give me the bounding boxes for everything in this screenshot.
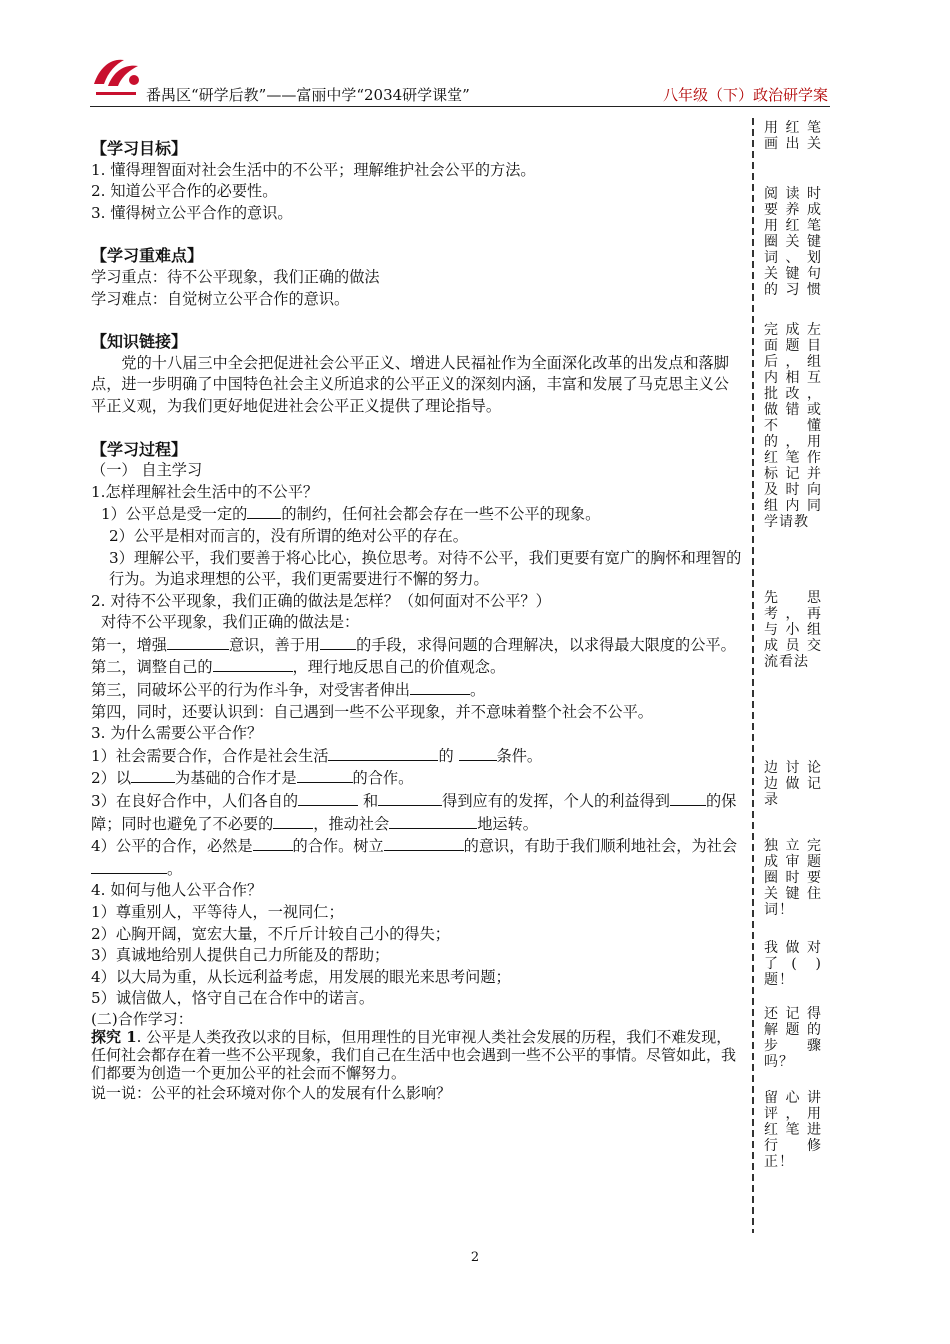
q4-item: 3）真诚地给别人提供自己力所能及的帮助； xyxy=(91,946,390,965)
discussion-prompt: 说一说：公平的社会环境对你个人的发展有什么影响？ xyxy=(91,1083,452,1102)
question-3-title: 3. 为什么需要公平合作？ xyxy=(91,724,263,743)
main-content xyxy=(91,138,743,1102)
side-note: 还记得解题的步骤吗？ xyxy=(764,1006,822,1070)
q1-answer-3: 3）理解公平，我们要善于将心比心，换位思考。对待不公平，我们更要有宽广的胸怀和理智的行为。为追求理想的公平，我们更需要进行不懈的努力。 xyxy=(109,548,742,589)
q3-answer-4: 4）公平的合作，必然是 的合作。树立 的意识，有助于我们顺利地社会，为社会。 xyxy=(91,837,738,878)
fill-blank[interactable] xyxy=(670,790,706,806)
self-study-heading: （一） 自主学习 xyxy=(91,461,203,480)
fill-blank[interactable] xyxy=(328,745,438,761)
fill-blank[interactable] xyxy=(384,835,464,851)
fill-blank[interactable] xyxy=(213,656,293,672)
q3-answer-3: 3）在良好合作中，人们各自的 和 得到应有的发挥，个人的利益得到 的保障；同时也避免了不必要的 ，推动社会 地运转。 xyxy=(91,792,737,833)
q1-answer-2: 2）公平是相对而言的，没有所谓的绝对公平的存在。 xyxy=(109,526,468,545)
keypoint-focus: 学习重点：待不公平现象，我们正确的做法 xyxy=(91,267,380,286)
question-2-title: 2. 对待不公平现象，我们正确的做法是怎样？（如何面对不公平？） xyxy=(91,591,551,610)
goal-item: 1. 懂得理智面对社会生活中的不公平；理解维护社会公平的方法。 xyxy=(91,160,536,179)
side-note: 先思考，再与小组成员交流看法 xyxy=(764,590,822,670)
question-1-title: 1.怎样理解社会生活中的不公平？ xyxy=(91,482,319,501)
fill-blank[interactable] xyxy=(253,835,293,851)
cooperative-study-heading: (二)合作学习： xyxy=(91,1009,193,1028)
goal-item: 2. 知道公平合作的必要性。 xyxy=(91,182,278,201)
fill-blank[interactable] xyxy=(320,634,356,650)
q4-item: 2）心胸开阔，宽宏大量，不斤斤计较自己小的得失； xyxy=(91,924,450,943)
fill-blank[interactable] xyxy=(91,858,167,874)
side-note: 阅读时要养成用红笔圈关键词、划关键句的习惯 xyxy=(764,186,822,298)
q2-step-4: 第四，同时，还要认识到：自己遇到一些不公平现象，并不意味着整个社会不公平。 xyxy=(91,702,653,721)
q3-answer-1: 1）社会需要合作，合作是社会生活 的 条件。 xyxy=(91,746,543,765)
q4-item: 4）以大局为重，从长远利益考虑，用发展的眼光来思考问题； xyxy=(91,967,511,986)
q2-intro: 对待不公平现象，我们正确的做法是： xyxy=(101,613,360,632)
keypoints-heading: 【学习重难点】 xyxy=(91,246,204,266)
side-note: 我做对了( )题！ xyxy=(764,940,822,988)
side-note: 边讨论边做记录 xyxy=(764,760,822,808)
link-text: 党的十八届三中全会把促进社会公平正义、增进人民福祉作为全面深化改革的出发点和落脚点，进一步明确了中国特色社会主义所追求的公平正义的深刻内涵，丰富和发展了马克思主义公平正义观，为我们更好地促进社会公平正义提供了理论指导。 xyxy=(91,353,729,415)
q2-step-1: 第一，增强 意识，善于用 的手段，求得问题的合理解决，以求得最大限度的公平。 xyxy=(91,635,736,654)
side-note: 完成左面题目后，组内相互批改，做错或不懂的，用红笔作标记并及时向组内同学请教 xyxy=(764,322,822,530)
side-note: 留心讲评，用红笔进行修正！ xyxy=(764,1090,822,1170)
explore-1: 探究 1. 公平是人类孜孜以求的目标，但用理性的目光审视人类社会发展的历程，我们不难发现，任何社会都存在着一些不公平现象，我们自己在生活中也会遇到一些不公平的事情。尽管如此，我们都要为创造一个更加公平的社会而不懈努力。 xyxy=(91,1027,737,1082)
fill-blank[interactable] xyxy=(389,813,477,829)
side-note: 独立完成审题圈时要关键住词！ xyxy=(764,838,822,918)
keypoint-difficulty: 学习难点：自觉树立公平合作的意识。 xyxy=(91,289,350,308)
fill-blank[interactable] xyxy=(297,767,353,783)
header-subject: 八年级（下）政治研学案 xyxy=(662,86,828,104)
fill-blank[interactable] xyxy=(131,767,175,783)
fill-blank[interactable] xyxy=(298,790,358,806)
link-heading: 【知识链接】 xyxy=(91,332,188,352)
page-header xyxy=(90,50,830,107)
question-4-title: 4. 如何与他人公平合作？ xyxy=(91,881,263,900)
q2-step-2: 第二，调整自己的 ，理行地反思自己的价值观念。 xyxy=(91,658,506,677)
margin-divider xyxy=(752,118,754,1233)
page-number: 2 xyxy=(470,1250,480,1265)
goal-item: 3. 懂得树立公平合作的意识。 xyxy=(91,203,293,222)
q1-answer-1: 1）公平总是受一定的 的制约，任何社会都会存在一些不公平的现象。 xyxy=(101,505,601,524)
q4-item: 1）尊重别人，平等待人，一视同仁； xyxy=(91,903,344,921)
fill-blank[interactable] xyxy=(247,503,281,519)
goals-heading: 【学习目标】 xyxy=(91,139,188,158)
q3-answer-2: 2）以 为基础的合作才是 的合作。 xyxy=(91,769,414,788)
fill-blank[interactable] xyxy=(410,679,470,695)
q2-step-3: 第三，同破坏公平的行为作斗争，对受害者伸出 。 xyxy=(91,681,486,700)
fill-blank[interactable] xyxy=(459,745,497,761)
fill-blank[interactable] xyxy=(378,790,442,806)
process-heading: 【学习过程】 xyxy=(91,439,188,459)
side-note: 用红笔画出关 xyxy=(764,120,822,152)
fill-blank[interactable] xyxy=(273,813,313,829)
header-title: 番禺区“研学后教”——富丽中学“2034研学课堂” xyxy=(146,86,470,104)
q4-item: 5）诚信做人，恪守自己在合作中的诺言。 xyxy=(91,989,375,1008)
school-logo xyxy=(90,54,142,100)
fill-blank[interactable] xyxy=(167,634,229,650)
